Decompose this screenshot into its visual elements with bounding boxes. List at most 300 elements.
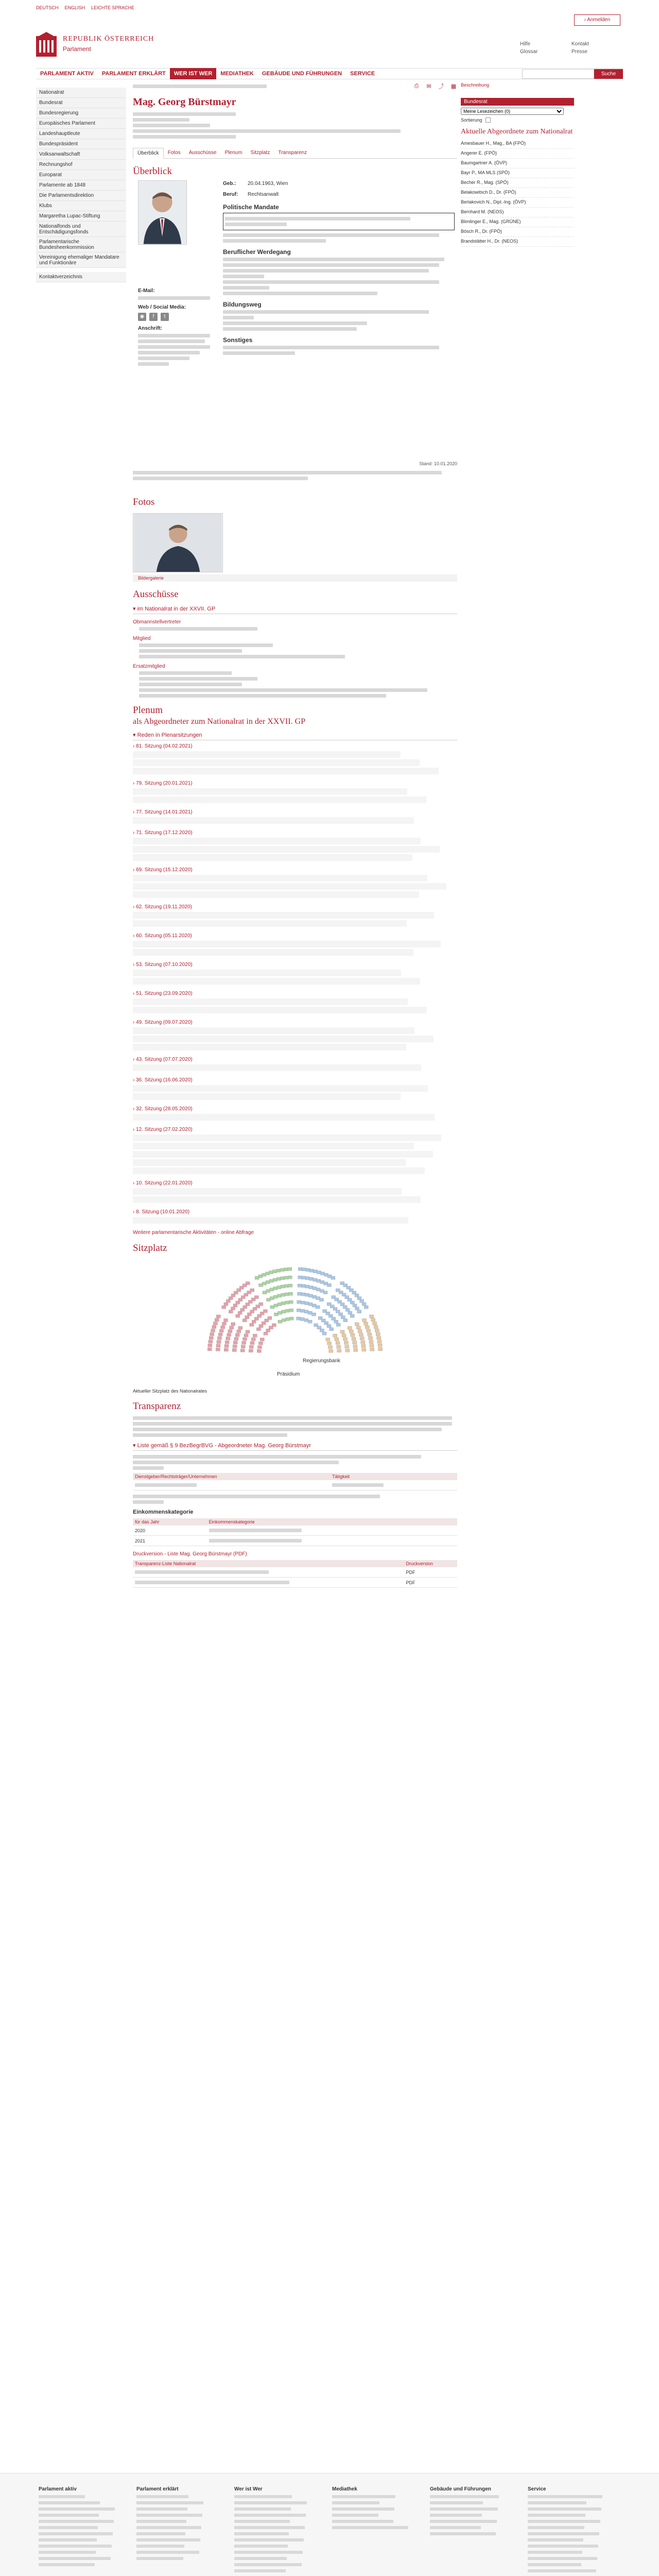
footer-link[interactable] <box>39 2495 85 2498</box>
seat[interactable] <box>242 1319 247 1322</box>
seat[interactable] <box>259 1325 263 1328</box>
seat[interactable] <box>343 1306 347 1309</box>
footer-column-heading[interactable]: Parlament erklärt <box>136 2486 179 2492</box>
footer-link[interactable] <box>234 2520 290 2523</box>
seat[interactable] <box>343 1337 348 1341</box>
seat[interactable] <box>326 1338 330 1341</box>
speech-entry[interactable] <box>133 854 412 861</box>
speech-entry[interactable] <box>133 970 401 976</box>
seat[interactable] <box>224 1319 228 1322</box>
sort-checkbox[interactable] <box>485 117 491 123</box>
seat[interactable] <box>256 1328 261 1331</box>
seat[interactable] <box>226 1337 230 1340</box>
seat[interactable] <box>327 1342 332 1345</box>
footer-link[interactable] <box>136 2501 203 2504</box>
seat[interactable] <box>229 1297 233 1300</box>
tab-overview[interactable]: Überblick <box>133 148 164 159</box>
footer-link[interactable] <box>234 2551 303 2554</box>
seat[interactable] <box>313 1295 317 1298</box>
footer-link[interactable] <box>332 2501 379 2504</box>
lang-easy[interactable]: LEICHTE SPRACHE <box>91 5 135 10</box>
seat[interactable] <box>353 1304 357 1307</box>
seat[interactable] <box>301 1309 305 1312</box>
gallery-photo[interactable] <box>133 513 223 572</box>
footer-link[interactable] <box>136 2526 201 2529</box>
sidebar-item[interactable]: Klubs <box>36 201 126 211</box>
nav-parlament-aktiv[interactable]: PARLAMENT AKTIV <box>40 71 94 77</box>
seat[interactable] <box>324 1321 328 1325</box>
seat[interactable] <box>304 1310 308 1313</box>
share-icon[interactable]: ⤴ <box>438 83 444 90</box>
footer-link[interactable] <box>528 2532 599 2535</box>
seat[interactable] <box>369 1341 373 1344</box>
seat[interactable] <box>208 1344 212 1347</box>
beschreibung-link[interactable]: Beschreibung <box>461 82 490 88</box>
seat[interactable] <box>288 1284 292 1287</box>
seat[interactable] <box>353 1345 357 1348</box>
seat[interactable] <box>298 1284 302 1287</box>
seat[interactable] <box>348 1298 352 1301</box>
footer-link[interactable] <box>136 2495 188 2498</box>
session-date-link[interactable]: › 53. Sitzung (07.10.2020) <box>133 962 457 968</box>
seat[interactable] <box>233 1345 237 1348</box>
speech-entry[interactable] <box>133 912 434 919</box>
seat[interactable] <box>361 1345 366 1348</box>
footer-link[interactable] <box>430 2501 483 2504</box>
footer-link[interactable] <box>430 2495 499 2498</box>
footer-link[interactable] <box>528 2569 596 2572</box>
footer-link[interactable] <box>234 2514 306 2517</box>
sidebar-item[interactable]: Bundesrat <box>36 98 126 108</box>
seat[interactable] <box>336 1323 340 1326</box>
seat[interactable] <box>278 1294 282 1297</box>
grid-icon[interactable]: ▦ <box>450 83 457 90</box>
seat[interactable] <box>216 1344 220 1347</box>
committees-accordion[interactable]: ▾ im Nationalrat in der XXVII. GP <box>133 605 457 614</box>
member-list-item[interactable]: Brandstätter H., Dr. (NEOS) <box>461 237 574 247</box>
seat[interactable] <box>278 1311 282 1314</box>
speech-entry[interactable] <box>133 1044 406 1050</box>
seat[interactable] <box>243 1337 247 1341</box>
seat[interactable] <box>266 1272 270 1275</box>
footer-link[interactable] <box>332 2514 378 2517</box>
seat[interactable] <box>289 1300 293 1303</box>
seat[interactable] <box>237 1330 241 1333</box>
seat[interactable] <box>345 1308 350 1311</box>
seat[interactable] <box>286 1318 290 1321</box>
site-title[interactable]: REPUBLIK ÖSTERREICH <box>63 35 154 43</box>
seat[interactable] <box>308 1311 313 1314</box>
seat[interactable] <box>337 1349 341 1352</box>
seat[interactable] <box>233 1304 237 1307</box>
seat[interactable] <box>297 1309 301 1312</box>
seat[interactable] <box>317 1326 321 1329</box>
seat[interactable] <box>302 1268 306 1271</box>
footer-link[interactable] <box>39 2514 99 2517</box>
footer-link[interactable] <box>332 2520 393 2523</box>
sidebar-item[interactable]: Bundesregierung <box>36 108 126 118</box>
seat[interactable] <box>216 1315 220 1318</box>
contact-link[interactable]: Kontakt <box>571 41 589 47</box>
seat[interactable] <box>247 1313 251 1316</box>
speech-entry[interactable] <box>133 1151 433 1158</box>
seat[interactable] <box>360 1337 364 1340</box>
footer-link[interactable] <box>332 2495 395 2498</box>
seat[interactable] <box>316 1306 320 1309</box>
session-date-link[interactable]: › 49. Sitzung (09.07.2020) <box>133 1020 457 1025</box>
speech-entry[interactable] <box>133 788 407 795</box>
seat[interactable] <box>337 1345 341 1348</box>
seat[interactable] <box>288 1267 292 1270</box>
session-date-link[interactable]: › 69. Sitzung (15.12.2020) <box>133 867 457 873</box>
footer-link[interactable] <box>136 2514 202 2517</box>
footer-link[interactable] <box>39 2532 113 2535</box>
seat[interactable] <box>284 1276 288 1279</box>
session-date-link[interactable]: › 51. Sitzung (23.09.2020) <box>133 991 457 996</box>
seat[interactable] <box>343 1319 348 1322</box>
nav-wer-ist-wer[interactable]: WER IST WER <box>170 68 217 79</box>
parliament-logo-icon[interactable] <box>36 31 57 57</box>
seat[interactable] <box>250 1342 254 1345</box>
footer-link[interactable] <box>528 2545 598 2548</box>
seat[interactable] <box>376 1333 380 1336</box>
seat[interactable] <box>281 1302 285 1305</box>
footer-link[interactable] <box>136 2545 184 2548</box>
seat[interactable] <box>302 1276 306 1279</box>
seat[interactable] <box>285 1293 289 1296</box>
sidebar-item[interactable]: Vereinigung ehemaliger Mandatare und Funktionäre <box>36 252 126 268</box>
seat[interactable] <box>351 1333 355 1336</box>
footer-link[interactable] <box>39 2563 95 2566</box>
seat[interactable] <box>354 1349 358 1352</box>
speech-entry[interactable] <box>133 1143 414 1149</box>
seat[interactable] <box>370 1348 374 1351</box>
session-date-link[interactable]: › 10. Sitzung (22.01.2020) <box>133 1180 457 1186</box>
seat[interactable] <box>301 1293 305 1296</box>
seat[interactable] <box>306 1268 310 1272</box>
speech-entry[interactable] <box>133 1159 406 1166</box>
website-icon[interactable]: ◉ <box>138 313 146 321</box>
seat[interactable] <box>360 1299 364 1302</box>
seat[interactable] <box>309 1286 313 1289</box>
seat[interactable] <box>263 1310 267 1313</box>
seat[interactable] <box>209 1340 213 1343</box>
seat[interactable] <box>333 1334 337 1337</box>
sidebar-item[interactable]: Landeshauptleute <box>36 129 126 139</box>
seat[interactable] <box>245 1316 249 1319</box>
seat[interactable] <box>355 1294 359 1297</box>
breadcrumb-text[interactable] <box>133 84 267 88</box>
seat[interactable] <box>364 1306 368 1309</box>
seat[interactable] <box>305 1277 309 1280</box>
seat[interactable] <box>276 1277 281 1280</box>
seat[interactable] <box>266 1329 270 1332</box>
footer-link[interactable] <box>234 2557 287 2560</box>
session-date-link[interactable]: › 79. Sitzung (20.01.2021) <box>133 781 457 786</box>
seat[interactable] <box>334 1320 338 1323</box>
footer-column-heading[interactable]: Parlament aktiv <box>39 2486 77 2492</box>
seat[interactable] <box>298 1292 302 1295</box>
seat[interactable] <box>285 1301 289 1304</box>
seat[interactable] <box>210 1333 214 1336</box>
seat[interactable] <box>259 1302 263 1306</box>
transparency-list-accordion[interactable]: ▾ Liste gemäß § 9 BezBegrBVG - Abgeordneter Mag. Georg Bürstmayr <box>133 1442 457 1451</box>
member-list-item[interactable]: Berlakovich N., Dipl.-Ing. (ÖVP) <box>461 198 574 208</box>
sidebar-item[interactable]: Rechnungshof <box>36 160 126 170</box>
seat[interactable] <box>305 1285 309 1288</box>
footer-link[interactable] <box>39 2545 112 2548</box>
seat[interactable] <box>312 1313 316 1316</box>
member-list-item[interactable]: Angerer E. (FPÖ) <box>461 149 574 159</box>
seat[interactable] <box>280 1268 284 1272</box>
sidebar-item[interactable]: Kontaktverzeichnis <box>36 272 126 282</box>
footer-column-heading[interactable]: Gebäude und Führungen <box>430 2486 491 2492</box>
seat[interactable] <box>217 1336 221 1340</box>
footer-link[interactable] <box>528 2557 597 2560</box>
footer-link[interactable] <box>234 2545 288 2548</box>
session-date-link[interactable]: › 36. Sitzung (16.06.2020) <box>133 1077 457 1083</box>
member-list-item[interactable]: Bayr P., MA MLS (SPÖ) <box>461 168 574 178</box>
seat[interactable] <box>277 1286 281 1289</box>
press-link[interactable]: Presse <box>571 49 588 55</box>
footer-link[interactable] <box>136 2557 183 2560</box>
lang-en[interactable]: ENGLISH <box>64 5 85 10</box>
seat[interactable] <box>246 1282 250 1285</box>
footer-link[interactable] <box>528 2526 584 2529</box>
session-date-link[interactable]: › 8. Sitzung (10.01.2020) <box>133 1209 457 1215</box>
seat[interactable] <box>212 1326 216 1329</box>
session-date-link[interactable]: › 62. Sitzung (19.11.2020) <box>133 904 457 910</box>
footer-link[interactable] <box>528 2538 583 2541</box>
seat[interactable] <box>305 1302 309 1305</box>
seat[interactable] <box>328 1346 333 1349</box>
seat[interactable] <box>254 1296 258 1299</box>
footer-link[interactable] <box>136 2551 199 2554</box>
seat[interactable] <box>258 1346 262 1349</box>
seat[interactable] <box>221 1326 225 1329</box>
seat[interactable] <box>327 1284 332 1287</box>
member-list-item[interactable]: Bösch R., Dr. (FPÖ) <box>461 227 574 237</box>
session-date-link[interactable]: › 12. Sitzung (27.02.2020) <box>133 1127 457 1132</box>
seat[interactable] <box>231 1307 235 1310</box>
seat[interactable] <box>345 1345 349 1348</box>
nav-gebaeude[interactable]: GEBÄUDE UND FÜHRUNGEN <box>262 71 342 77</box>
seat[interactable] <box>298 1267 302 1270</box>
footer-link[interactable] <box>430 2507 498 2511</box>
seat[interactable] <box>297 1300 301 1303</box>
seat[interactable] <box>218 1333 222 1336</box>
speech-entry[interactable] <box>133 768 439 774</box>
speech-entry[interactable] <box>133 759 420 766</box>
pdf-link[interactable]: PDF <box>404 1567 457 1578</box>
seat[interactable] <box>355 1323 359 1326</box>
seat[interactable] <box>216 1348 220 1351</box>
seat[interactable] <box>378 1344 382 1347</box>
session-date-link[interactable]: › 77. Sitzung (14.01.2021) <box>133 809 457 815</box>
speech-entry[interactable] <box>133 1064 421 1071</box>
footer-link[interactable] <box>136 2538 200 2541</box>
seat[interactable] <box>297 1317 301 1320</box>
seat[interactable] <box>233 1341 237 1344</box>
seat[interactable] <box>364 1322 368 1325</box>
seat[interactable] <box>320 1298 324 1301</box>
seat[interactable] <box>313 1270 317 1273</box>
seat[interactable] <box>349 1330 353 1333</box>
seat[interactable] <box>282 1319 286 1322</box>
seat[interactable] <box>308 1320 312 1323</box>
speech-entry[interactable] <box>133 1007 427 1013</box>
mail-icon[interactable]: ✉ <box>426 83 431 90</box>
footer-link[interactable] <box>528 2501 586 2504</box>
seat[interactable] <box>213 1322 217 1325</box>
seat[interactable] <box>304 1319 308 1322</box>
seat[interactable] <box>266 1281 270 1284</box>
session-date-link[interactable]: › 71. Sitzung (17.12.2020) <box>133 830 457 836</box>
seat[interactable] <box>317 1271 321 1274</box>
sidebar-item[interactable]: Margaretha Lupac-Stiftung <box>36 211 126 222</box>
seat[interactable] <box>362 1319 367 1322</box>
seat[interactable] <box>344 1341 348 1344</box>
seat[interactable] <box>240 1308 245 1311</box>
seat[interactable] <box>362 1302 366 1306</box>
seat[interactable] <box>207 1348 212 1351</box>
sidebar-item[interactable]: Nationalfonds und Entschädigungsfonds <box>36 222 126 237</box>
seat[interactable] <box>371 1318 375 1321</box>
more-activities-link[interactable]: Weitere parlamentarische Aktivitäten - online Abfrage <box>133 1230 254 1235</box>
sidebar-item[interactable]: Die Parlamentsdirektion <box>36 191 126 201</box>
seat[interactable] <box>345 1349 350 1352</box>
seat[interactable] <box>268 1316 272 1319</box>
seat[interactable] <box>335 1338 339 1341</box>
speech-entry[interactable] <box>133 875 427 882</box>
seat[interactable] <box>211 1329 215 1332</box>
seat[interactable] <box>222 1322 226 1325</box>
seat[interactable] <box>365 1326 369 1329</box>
seat[interactable] <box>308 1303 313 1306</box>
seat[interactable] <box>340 1330 344 1333</box>
seat[interactable] <box>235 1333 239 1336</box>
seat[interactable] <box>269 1279 273 1282</box>
seat[interactable] <box>273 1270 277 1273</box>
speech-entry[interactable] <box>133 1036 433 1042</box>
seat[interactable] <box>229 1310 233 1313</box>
seat[interactable] <box>273 1287 278 1290</box>
seat[interactable] <box>302 1284 306 1287</box>
footer-link[interactable] <box>234 2532 289 2535</box>
speech-entry[interactable] <box>133 1027 414 1034</box>
footer-link[interactable] <box>234 2538 304 2541</box>
seat[interactable] <box>357 1310 361 1313</box>
seat[interactable] <box>244 1334 248 1337</box>
seat[interactable] <box>217 1341 221 1344</box>
footer-link[interactable] <box>528 2495 602 2498</box>
speech-entry[interactable] <box>133 941 441 947</box>
seat[interactable] <box>270 1288 274 1291</box>
seat[interactable] <box>352 1337 356 1341</box>
seat[interactable] <box>377 1340 381 1343</box>
seat[interactable] <box>313 1278 317 1281</box>
twitter-icon[interactable]: t <box>161 313 169 321</box>
footer-link[interactable] <box>136 2520 186 2523</box>
portrait-photo[interactable] <box>138 180 187 245</box>
seat[interactable] <box>264 1332 268 1335</box>
footer-link[interactable] <box>234 2563 302 2566</box>
seat[interactable] <box>249 1345 253 1348</box>
seat[interactable] <box>278 1320 282 1323</box>
seat[interactable] <box>215 1318 219 1321</box>
footer-link[interactable] <box>430 2526 481 2529</box>
seat[interactable] <box>374 1326 378 1329</box>
seat[interactable] <box>236 1301 240 1304</box>
pdf-link[interactable]: PDF <box>404 1578 457 1588</box>
seat[interactable] <box>246 1330 250 1333</box>
search-button[interactable]: Suche <box>594 69 623 79</box>
seat[interactable] <box>329 1349 333 1352</box>
seat[interactable] <box>281 1277 285 1280</box>
seat[interactable] <box>276 1269 281 1272</box>
seat[interactable] <box>369 1336 373 1340</box>
seat[interactable] <box>322 1332 326 1335</box>
seat[interactable] <box>230 1326 234 1329</box>
seat[interactable] <box>281 1285 285 1288</box>
speech-entry[interactable] <box>133 817 414 824</box>
seat[interactable] <box>348 1327 352 1330</box>
speech-entry[interactable] <box>133 796 426 803</box>
footer-column-heading[interactable]: Service <box>528 2486 546 2492</box>
seat[interactable] <box>370 1344 374 1347</box>
seat[interactable] <box>359 1333 363 1336</box>
seat[interactable] <box>301 1301 305 1304</box>
speech-entry[interactable] <box>133 838 421 844</box>
session-date-link[interactable]: › 60. Sitzung (05.11.2020) <box>133 933 457 939</box>
seat[interactable] <box>274 1304 278 1307</box>
session-date-link[interactable]: › 81. Sitzung (04.02.2021) <box>133 743 457 749</box>
seat[interactable] <box>231 1323 235 1326</box>
seat[interactable] <box>240 1349 245 1352</box>
footer-column-heading[interactable]: Wer ist Wer <box>234 2486 263 2492</box>
seat[interactable] <box>232 1349 236 1352</box>
seat[interactable] <box>224 1345 229 1348</box>
speech-entry[interactable] <box>133 846 440 853</box>
sidebar-item[interactable]: Bundespräsident <box>36 139 126 149</box>
speech-entry[interactable] <box>133 978 420 985</box>
lang-de[interactable]: DEUTSCH <box>36 5 59 10</box>
seat[interactable] <box>373 1322 377 1325</box>
member-list-item[interactable]: Bernhard M. (NEOS) <box>461 208 574 217</box>
email-link[interactable] <box>138 296 210 300</box>
member-list-item[interactable]: Amesbauer H., Mag., BA (FPÖ) <box>461 139 574 149</box>
footer-link[interactable] <box>528 2520 600 2523</box>
speech-entry[interactable] <box>133 1188 402 1195</box>
seat[interactable] <box>259 1342 263 1345</box>
seat[interactable] <box>367 1329 371 1332</box>
seat[interactable] <box>336 1310 340 1313</box>
seat[interactable] <box>281 1293 285 1296</box>
seat[interactable] <box>273 1295 278 1298</box>
sidebar-item[interactable]: Nationalrat <box>36 88 126 98</box>
seat[interactable] <box>336 1342 340 1345</box>
speech-entry[interactable] <box>133 891 419 898</box>
seat[interactable] <box>227 1333 231 1336</box>
seat[interactable] <box>219 1329 223 1332</box>
filter-header[interactable]: Bundesrat <box>461 98 574 106</box>
seat[interactable] <box>327 1325 331 1328</box>
speech-entry[interactable] <box>133 998 408 1005</box>
seat[interactable] <box>285 1309 289 1312</box>
tab-committees[interactable]: Ausschüsse <box>188 150 217 156</box>
seat[interactable] <box>353 1341 357 1344</box>
seat[interactable] <box>361 1341 365 1344</box>
